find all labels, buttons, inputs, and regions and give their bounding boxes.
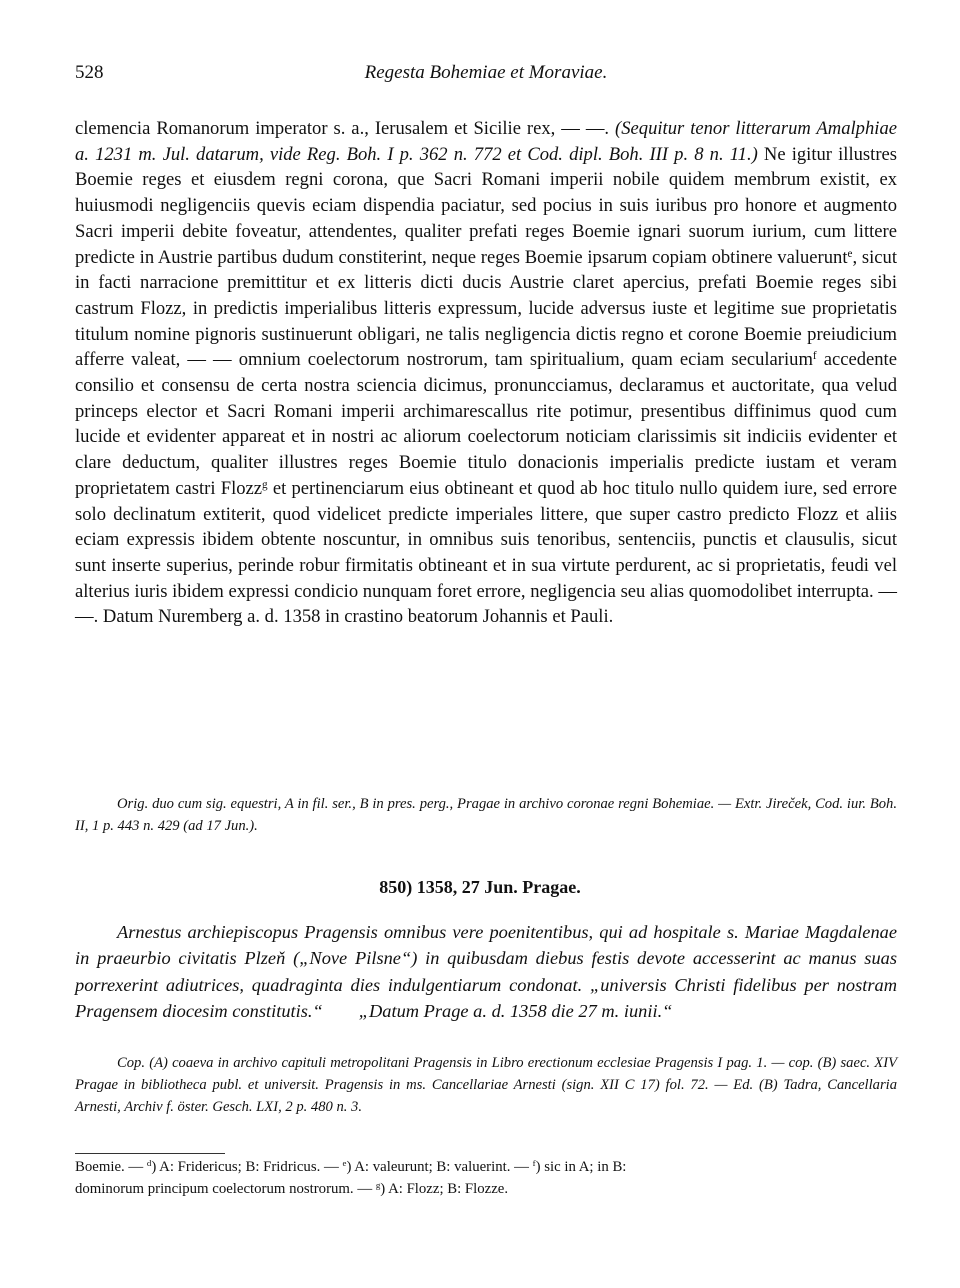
footnote-ref-g: g [262,478,268,491]
copy-note [75,1052,897,1118]
footnote-mark-g: g [375,1179,381,1190]
running-head [75,62,897,90]
footnote-text: dominorum principum coelectorum nostrorum. — [75,1180,376,1197]
footnote-text: ) A: valeurunt; B: valuerint. — [346,1159,533,1175]
footnote-ref-f: f [812,350,817,363]
footnotes [75,1157,897,1200]
footnote-mark-d: d [146,1158,152,1169]
charter-text-part: accedente consilio et consensu de certa nostra sciencia dicimus, pronuncciamus, declaramus et auctoritate, qua velud princeps elector et Sacri Romani imperii archimarescallus rite potimur, presentibus diffinimus quod cum lucide et evidenter appareat et in nostri ac aliorum coelectorum noticiam clarissimis sit indiciis evidenter et clare deductum, qualiter illustres reges Boemie titulo donacionis imperialis predicte iustam et veram proprietatem castri Flozz [75,349,897,499]
document-heading: 850) 1358, 27 Jun. Pragae. [379,877,581,897]
footnote-mark-f: f [532,1158,536,1169]
page-number: 528 [75,62,104,83]
footnote-text: ) A: Flozz; B: Flozze. [380,1180,509,1197]
source-note-text: Orig. duo cum sig. equestri, A in fil. ser., B in pres. perg., Pragae in archivo coronae regni Bohemiae. — Extr. Jireček, Cod. iur. Boh. II, 1 p. 443 n. 429 (ad 17 Jun.). [75,796,897,834]
charter-text-part: et pertinenciarum eius obtineant et quod ab hoc titulo nullo quidem iure, sed errore solo declinatum extiterit, quod videlicet predicte imperiales littere, que super castro predicto Flozz et aliis eciam expressis ibidem obtente noscuntur, in omnibus suis tenoribus, sentenciis, punctis et clausulis, sicut sunt inserte superius, perinde robur firmitatis obtineant et in sua virtute perdurent, ac si proprietatis, feudi vel alterius iuris ibidem expressi condicio nunquam foret errore, negligencia seu alias quomodolibet interrupta. — —. Datum Nuremberg a. d. 1358 in crastino beatorum Johannis et Pauli. [75,477,897,628]
footnote-line [75,1179,897,1201]
regest-quote-start: „universis Christi fidelibus per nostram Pragensem diocesim constitutis.“ [75,974,897,1021]
footnote-text: ) A: Fridericus; B: Fridricus. — [151,1159,343,1175]
charter-text-part: Ne igitur illustres Boemie reges et eiusdem regni corona, que Sacri Romani imperii nobile quidem membrum existit, ex huiusmodi negligenciis quevis eciam dispendia paciatur, sed pocius in suis iuribus pro honore et augmento Sacri imperii debite foveatur, attendentes, qualiter prefati reges Boemie ignari suorum iurium, cum littere predicte in Austrie partibus dudum constiterint, neque reges Boemie ipsarum copiam obtinere valuerunt [75,143,897,268]
charter-text [75,116,897,630]
footnote-ref-e: e [847,247,853,260]
copy-note-text: Cop. (A) coaeva in archivo capituli metropolitani Pragensis in Libro erectionum ecclesiae Pragensis I pag. 1. — cop. (B) saec. XIV Pragae in bibliotheca publ. et universit. Pragensis in ms. Cancellariae Arnesti (sign. XII C 17) fol. 72. — Ed. (B) Tadra, Cancellaria Arnesti, Archiv f. öster. Gesch. LXI, 2 p. 480 n. 3. [75,1055,897,1115]
source-note [75,793,897,837]
footnote-line [75,1157,897,1179]
editorial-insert: (Sequitur tenor litterarum Amalphiae a. 1231 m. Jul. datarum, vide Reg. Boh. I p. 362 n. 772 et Cod. dipl. Boh. III p. 8 n. 11.) [75,118,897,165]
charter-text-part: , sicut in facti narracione premittitur et ex litteris dicti ducis Austrie claret apercius, prefati Boemie reges sibi castrum Flozz, in predictis imperialibus litteris expressum, lucide adversus iuste et legitime sue proprietatis titulum nomine pignoris sustinuerunt obligari, ne talis negligencia dictis regno et corone Boemie preiudicium afferre valeat, — — omnium coelectorum nostrorum, tam spiritualium, quam eciam secularium [75,246,897,371]
regest [75,919,897,1024]
footnote-text: ) sic in A; in B: [535,1159,627,1175]
regest-quote-end: „Datum Prage a. d. 1358 die 27 m. iunii.“ [358,1000,673,1021]
running-title: Regesta Bohemiae et Moraviae. [364,62,608,83]
footnote-mark-e: e [342,1158,347,1169]
charter-paragraph [75,116,897,630]
charter-text-part: clemencia Romanorum imperator s. a., Ierusalem et Sicilie rex, — —. [75,118,616,139]
footnote-text: Boemie. — [75,1159,147,1175]
footnote-divider [75,1153,225,1154]
regest-paragraph [75,919,897,1024]
regest-summary: Arnestus archiepiscopus Pragensis omnibus vere poenitentibus, qui ad hospitale s. Mariae Magdalenae in praeurbio civitatis Plzeň („Nove Pilsne“) in quibusdam diebus festis devote accesserint ac manus suas porrexerint adiutrices, quadraginta dies indulgentiarum condonat. [75,922,897,995]
